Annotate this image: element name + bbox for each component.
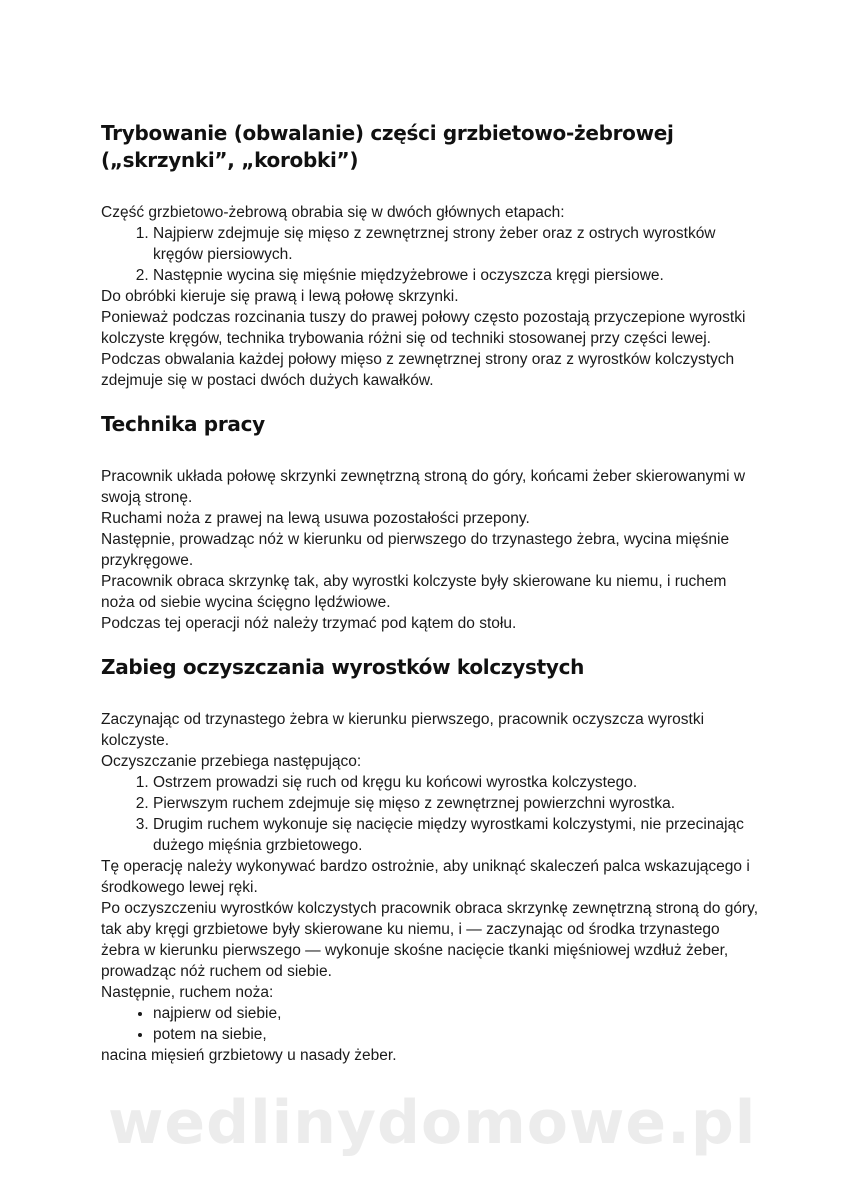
intro-paragraph: Podczas obwalania każdej połowy mięso z zewnętrznej strony oraz z wyrostków kolczystych zdejmuje się w postaci dwóch dużych kawałków. (101, 351, 735, 389)
technique-paragraph: Pracownik układa połowę skrzynki zewnętrzną stroną do góry, końcami żeber skierowanymi w swoją stronę. (101, 468, 746, 506)
section-heading-cleaning: Zabieg oczyszczania wyrostków kolczystych (101, 655, 585, 679)
list-item: 1. Najpierw zdejmuje się mięso z zewnętrznej strony żeber oraz z ostrych wyrostków kręgów piersiowych. (153, 223, 761, 265)
technique-paragraph: Pracownik obraca skrzynkę tak, aby wyrostki kolczyste były skierowane ku niemu, i ruchem noża od siebie wycina ścięgno lędźwiowe. (101, 573, 727, 611)
cleaning-bullets-list (101, 1003, 761, 1045)
intro-paragraph: Do obróbki kieruje się prawą i lewą połowę skrzynki. (101, 288, 459, 305)
list-item: • potem na siebie, (153, 1024, 761, 1045)
intro-lead: Część grzbietowo-żebrową obrabia się w dwóch głównych etapach: (101, 204, 565, 221)
list-item: 3. Drugim ruchem wykonuje się nacięcie między wyrostkami kolczystymi, nie przecinając dużego mięśnia grzbietowego. (153, 814, 761, 856)
cleaning-steps-list (101, 772, 761, 856)
list-item: 2. Następnie wycina się mięśnie międzyżebrowe i oczyszcza kręgi piersiowe. (153, 265, 761, 286)
technique-paragraph: Następnie, prowadząc nóż w kierunku od pierwszego do trzynastego żebra, wycina mięśnie przykręgowe. (101, 531, 730, 569)
cleaning-paragraph: Po oczyszczeniu wyrostków kolczystych pracownik obraca skrzynkę zewnętrzną stroną do góry, tak aby kręgi grzbietowe były skierowane ku niemu, i — zaczynając od środka trzynastego żebra w kierunku pierwszego — wykonuje skośne nacięcie tkanki mięśniowej wzdłuż żeber, prowadząc nóż ruchem od siebie. (101, 900, 759, 980)
list-item: 1. Ostrzem prowadzi się ruch od kręgu ku końcowi wyrostka kolczystego. (153, 772, 761, 793)
cleaning-paragraph: Tę operację należy wykonywać bardzo ostrożnie, aby uniknąć skaleczeń palca wskazującego i środkowego lewej ręki. (101, 858, 750, 896)
technique-paragraph: Ruchami noża z prawej na lewą usuwa pozostałości przepony. (101, 510, 530, 527)
document-title: Trybowanie (obwalanie) części grzbietowo-żebrowej („skrzynki”, „korobki”) (101, 121, 674, 172)
watermark-text: wedlinydomowe.pl (108, 1088, 757, 1158)
cleaning-paragraph: Następnie, ruchem noża: (101, 984, 274, 1001)
list-item: • najpierw od siebie, (153, 1003, 761, 1024)
intro-paragraph: Ponieważ podczas rozcinania tuszy do prawej połowy często pozostają przyczepione wyrostki kolczyste kręgów, technika trybowania różni się od techniki stosowanej przy części lewej. (101, 309, 746, 347)
intro-steps-list (101, 223, 761, 286)
cleaning-paragraph: Oczyszczanie przebiega następująco: (101, 753, 362, 770)
list-item: 2. Pierwszym ruchem zdejmuje się mięso z zewnętrznej powierzchni wyrostka. (153, 793, 761, 814)
cleaning-paragraph: Zaczynając od trzynastego żebra w kierunku pierwszego, pracownik oczyszcza wyrostki kolczyste. (101, 711, 705, 749)
section-heading-technique: Technika pracy (101, 412, 265, 436)
technique-paragraph: Podczas tej operacji nóż należy trzymać pod kątem do stołu. (101, 615, 517, 632)
document-page (101, 120, 761, 1066)
cleaning-paragraph: nacina mięsień grzbietowy u nasady żeber. (101, 1047, 397, 1064)
